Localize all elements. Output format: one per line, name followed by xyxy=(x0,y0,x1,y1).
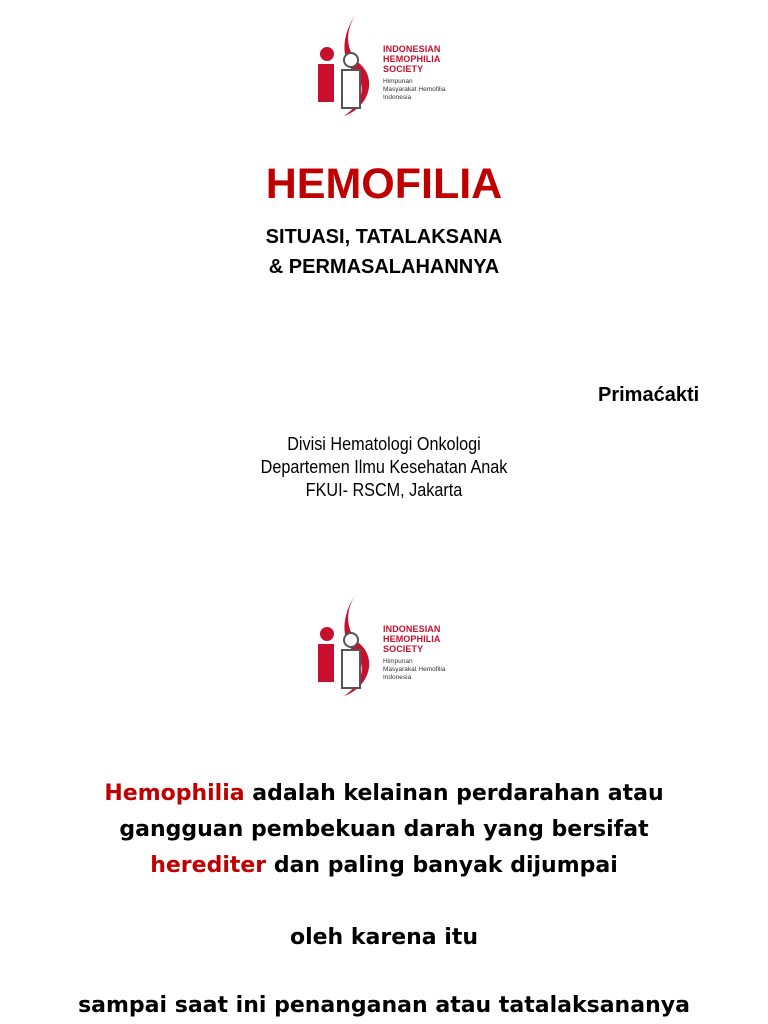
subtitle xyxy=(0,222,768,282)
affiliation xyxy=(38,433,729,502)
logo-name-text: INDONESIAN HEMOPHILIA SOCIETY xyxy=(383,44,441,74)
ihs-logo-mark-icon xyxy=(316,12,386,122)
term-herediter: herediter xyxy=(150,853,267,878)
definition-paragraph xyxy=(0,776,768,884)
logo-subtext: Himpunan Masyarakat Hemofilia Indonesia xyxy=(383,78,446,101)
page-title: HEMOFILIA xyxy=(265,160,503,208)
affiliation-line: Departemen Ilmu Kesehatan Anak xyxy=(260,457,508,477)
logo-subtext: Himpunan Masyarakat Hemofilia Indonesia xyxy=(383,658,446,681)
ihs-logo xyxy=(316,12,486,122)
subtitle-line: & PERMASALAHANNYA xyxy=(268,256,500,278)
logo-name-text: INDONESIAN HEMOPHILIA SOCIETY xyxy=(383,624,441,654)
affiliation-line: FKUI- RSCM, Jakarta xyxy=(305,480,463,500)
definition-line-3: herediter dan paling banyak dijumpai xyxy=(150,853,618,878)
affiliation-line: Divisi Hematologi Onkologi xyxy=(287,434,481,454)
definition-line-1: Hemophilia adalah kelainan perdarahan atau xyxy=(104,781,664,806)
author-name: Primaćakti xyxy=(598,384,700,406)
subtitle-line: SITUASI, TATALAKSANA xyxy=(265,226,503,248)
connector-text: oleh karena itu xyxy=(289,925,479,950)
ihs-logo-mark-icon xyxy=(316,592,386,702)
definition-line-2: gangguan pembekuan darah yang bersifat xyxy=(119,817,649,842)
closing-text: sampai saat ini penanganan atau tatalaksananya xyxy=(78,993,690,1018)
term-hemophilia: Hemophilia xyxy=(104,781,245,806)
ihs-logo xyxy=(316,592,486,702)
